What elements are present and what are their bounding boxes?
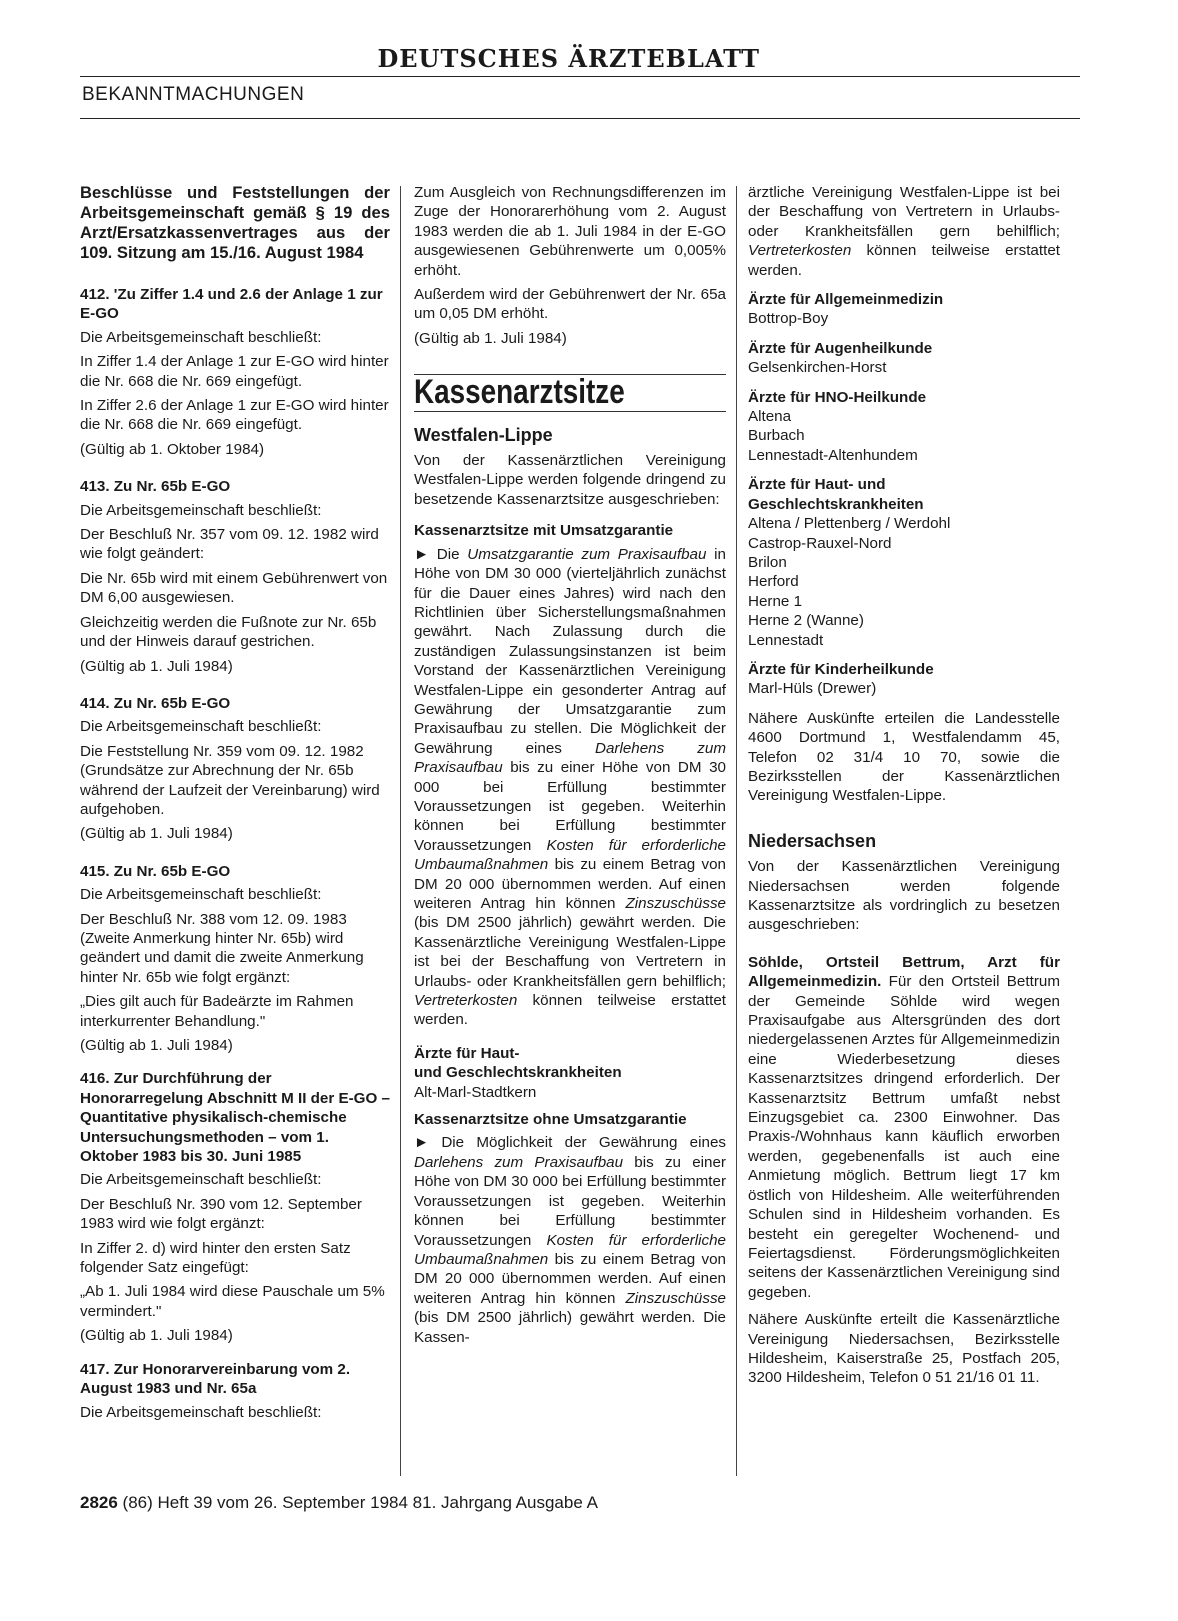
section-label: BEKANNTMACHUNGEN <box>82 84 305 105</box>
header-rule-top <box>80 76 1080 77</box>
specialty-heading: Ärzte für Haut- <box>414 1044 520 1062</box>
paragraph: In Ziffer 1.4 der Anlage 1 zur E-GO wird hinter die Nr. 668 die Nr. 669 eingefügt. <box>80 353 389 390</box>
specialty-heading: Ärzte für Kinderheilkunde <box>748 660 934 678</box>
place: Herne 1 <box>748 592 803 610</box>
place: Burbach <box>748 427 805 445</box>
item-413 <box>80 477 390 676</box>
paragraph: Der Beschluß Nr. 388 vom 12. 09. 1983 (Zweite Anmerkung hinter Nr. 65b) wird geändert und damit die zweite Anmerkung hinter Nr. 65b wie folgt ergänzt: <box>80 910 364 986</box>
paragraph: Die Arbeitsgemeinschaft beschließt: <box>80 718 322 736</box>
item-head: 412. 'Zu Ziffer 1.4 und 2.6 der Anlage 1 zur E-GO <box>80 286 383 323</box>
specialty-heading: Ärzte für HNO-Heilkunde <box>748 388 927 406</box>
paragraph: Von der Kassenärztlichen Vereinigung Niedersachsen werden folgende Kassenarztsitze als vordringlich zu besetzen ausgeschrieben: <box>748 858 1060 934</box>
paragraph: Zum Ausgleich von Rechnungsdifferenzen im Zuge der Honorarerhöhung vom 2. August 1983 werden die ab 1. Juli 1984 in der E-GO ausgewiesenen Gebührenwerte um 0,005% erhöht. <box>414 184 726 279</box>
kassenarztsitze-title: Kassenarztsitze <box>414 373 625 412</box>
item-head: 415. Zu Nr. 65b E-GO <box>80 862 231 880</box>
paragraph: In Ziffer 2. d) wird hinter den ersten Satz folgender Satz eingefügt: <box>80 1239 351 1277</box>
paragraph: Außerdem wird der Gebührenwert der Nr. 65a um 0,05 DM erhöht. <box>414 286 726 323</box>
paragraph: Gleichzeitig werden die Fußnote zur Nr. 65b und der Hinweis darauf gestrichen. <box>80 613 377 651</box>
column-divider-2 <box>736 186 737 1476</box>
paragraph: (Gültig ab 1. Juli 1984) <box>80 657 233 675</box>
paragraph: Die Feststellung Nr. 359 vom 09. 12. 1982 (Grundsätze zur Abrechnung der Nr. 65b während der Laufzeit der Vereinbarung) wird aufgehoben. <box>80 742 380 818</box>
column-1 <box>80 183 390 1427</box>
paragraph: Die Arbeitsgemeinschaft beschließt: <box>80 1403 322 1421</box>
item-417 <box>80 1360 390 1422</box>
paragraph: (Gültig ab 1. Juli 1984) <box>80 825 233 843</box>
paragraph: Die Nr. 65b wird mit einem Gebührenwert von DM 6,00 ausgewiesen. <box>80 569 388 607</box>
place: Alt-Marl-Stadtkern <box>414 1083 537 1101</box>
ohne-umsatzgarantie-paragraph: ► Die Möglichkeit der Gewährung eines Darlehens zum Praxisaufbau bis zu einer Höhe von DM 30 000 bei Erfüllung bestimmter Voraussetzungen ist gegeben. Weiterhin können bei Erfüllung bestimmter Voraussetzungen Kosten für erforderliche Umbaumaßnahmen bis zu einem Betrag von DM 20 000 übernommen werden. Auf einen weiteren Antrag hin können Zinszuschüsse (bis DM 2500 jährlich) gewährt werden. Die Kassen- <box>414 1134 726 1346</box>
column-divider-1 <box>400 186 401 1476</box>
specialty-heading: Geschlechtskrankheiten <box>748 495 924 513</box>
place: Herford <box>748 573 799 591</box>
place: Altena / Plettenberg / Werdohl <box>748 515 951 533</box>
paragraph: „Ab 1. Juli 1984 wird diese Pauschale um 5% vermindert." <box>80 1283 385 1320</box>
place: Bottrop-Boy <box>748 310 829 328</box>
item-head: 417. Zur Honorarvereinbarung vom 2. August 1983 und Nr. 65a <box>80 1360 351 1398</box>
masthead: DEUTSCHES ÄRZTEBLATT <box>377 44 760 73</box>
place: Lennestadt <box>748 631 824 649</box>
paragraph: (Gültig ab 1. Juli 1984) <box>414 329 567 347</box>
item-head: 413. Zu Nr. 65b E-GO <box>80 478 231 496</box>
paragraph: In Ziffer 2.6 der Anlage 1 zur E-GO wird hinter die Nr. 668 die Nr. 669 eingefügt. <box>80 397 389 434</box>
soehlde-paragraph: Söhlde, Ortsteil Bettrum, Arzt für Allgemeinmedizin. Für den Ortsteil Bettrum der Gemeinde Söhlde wird wegen Praxisaufgabe aus Altersgründen des dort niedergelassenen Arztes für Allgemeinmedizin eine Wiederbesetzung dieses Kassenarztsitzes dringend erforderlich. Der Kassenarztsitz Bettrum umfaßt nebst Einzugsgebiet ca. 2300 Einwohner. Das Praxis-/Wohnhaus kann käuflich erworben werden, gegebenenfalls ist auch eine Anmietung möglich. Bettrum liegt 17 km östlich von Hildesheim. Alle weiterführenden Schulen sind in Hildesheim vorhanden. Es besteht ein geregelter Wochenend- und Feiertagsdienst. Förderungsmöglichkeiten seitens der Kassenärztlichen Vereinigung sind gegeben. <box>748 953 1060 1301</box>
place: Castrop-Rauxel-Nord <box>748 534 892 552</box>
region-heading: Westfalen-Lippe <box>414 424 553 445</box>
paragraph: Der Beschluß Nr. 390 vom 12. September 1983 wird wie folgt ergänzt: <box>80 1195 362 1233</box>
paragraph: Der Beschluß Nr. 357 vom 09. 12. 1982 wird wie folgt geändert: <box>80 526 379 563</box>
paragraph: Von der Kassenärztlichen Vereinigung Westfalen-Lippe werden folgende dringend zu besetzende Kassenarztsitze ausgeschrieben: <box>414 452 726 508</box>
paragraph: Die Arbeitsgemeinschaft beschließt: <box>80 501 322 519</box>
item-414 <box>80 694 390 844</box>
column-3 <box>748 183 1060 1393</box>
place: Altena <box>748 408 792 426</box>
region-heading: Niedersachsen <box>748 830 877 851</box>
paragraph: Die Arbeitsgemeinschaft beschließt: <box>80 886 322 904</box>
column-2 <box>414 183 726 1352</box>
specialty-heading: und Geschlechtskrankheiten <box>414 1064 622 1082</box>
paragraph: „Dies gilt auch für Badeärzte im Rahmen interkurrenter Behandlung." <box>80 993 354 1030</box>
paragraph: Nähere Auskünfte erteilt die Kassenärztliche Vereinigung Niedersachsen, Bezirksstelle Hildesheim, Kaiserstraße 25, Postfach 205, 3200 Hildesheim, Telefon 0 51 21/16 01 11. <box>748 1311 1060 1387</box>
place: Brilon <box>748 553 787 571</box>
item-415 <box>80 862 390 1056</box>
issue-info: (86) Heft 39 vom 26. September 1984 81. Jahrgang Ausgabe A <box>117 1493 598 1512</box>
paragraph: Nähere Auskünfte erteilen die Landesstelle 4600 Dortmund 1, Westfalendamm 45, Telefon 02 31/4 10 70, sowie die Bezirksstellen der Kassenärztlichen Vereinigung Westfalen-Lippe. <box>748 709 1060 805</box>
place: Marl-Hüls (Drewer) <box>748 680 877 698</box>
paragraph: Die Arbeitsgemeinschaft beschließt: <box>80 1171 322 1189</box>
paragraph: (Gültig ab 1. Juli 1984) <box>80 1037 233 1054</box>
item-head: 416. Zur Durchführung der Honorarregelung Abschnitt M II der E-GO – Quantitative physikalisch-chemische Untersuchungsmethoden – vom 1. Oktober 1983 bis 30. Juni 1985 <box>80 1070 390 1166</box>
subsection-heading: Kassenarztsitze mit Umsatzgarantie <box>414 522 674 540</box>
paragraph: ärztliche Vereinigung Westfalen-Lippe ist bei der Beschaffung von Vertretern in Urlaubs- oder Krankheitsfällen gern behilflich; Vertreterkosten können teilweise erstattet werden. <box>748 184 1060 279</box>
place: Gelsenkirchen-Horst <box>748 359 887 377</box>
specialty-heading: Ärzte für Haut- und <box>748 476 886 494</box>
paragraph: Die Arbeitsgemeinschaft beschließt: <box>80 328 322 346</box>
paragraph: (Gültig ab 1. Juli 1984) <box>80 1327 233 1345</box>
page-number: 2826 <box>80 1493 118 1512</box>
paragraph: (Gültig ab 1. Oktober 1984) <box>80 440 265 458</box>
article-title: Beschlüsse und Feststellungen der Arbeitsgemeinschaft gemäß § 19 des Arzt/Ersatzkassenvertrages aus der 109. Sitzung am 15./16. August 1984 <box>80 183 390 262</box>
item-head: 414. Zu Nr. 65b E-GO <box>80 694 231 712</box>
item-412 <box>80 285 390 459</box>
umsatzgarantie-paragraph: ► Die Umsatzgarantie zum Praxisaufbau in Höhe von DM 30 000 (vierteljährlich zunächst für die Dauer eines Jahres) wird nach den Richtlinien über Sicherstellungsmaßnahmen gewährt. Nach Zulassung durch die zuständigen Zulassungsinstanzen ist beim Vorstand der Kassenärztlichen Vereinigung Westfalen-Lippe ein gesonderter Antrag auf Gewährung der Umsatzgarantie zum Praxisaufbau zu stellen. Die Möglichkeit der Gewährung eines Darlehens zum Praxisaufbau bis zu einer Höhe von DM 30 000 bei Erfüllung bestimmter Voraussetzungen ist gegeben. Weiterhin können bei Erfüllung bestimmter Voraussetzungen Kosten für erforderliche Umbaumaßnahmen bis zu einem Betrag von DM 20 000 übernommen werden. Auf einen weiteren Antrag hin können Zinszuschüsse (bis DM 2500 jährlich) gewährt werden. Die Kassenärztliche Vereinigung Westfalen-Lippe ist bei der Beschaffung von Vertretern in Urlaubs- oder Krankheitsfällen gern behilflich; Vertreterkosten können teilweise erstattet werden. <box>414 545 726 1029</box>
footer <box>80 1493 598 1513</box>
item-416 <box>80 1069 390 1345</box>
header-rule-bottom <box>80 118 1080 119</box>
specialty-heading: Ärzte für Augenheilkunde <box>748 339 933 357</box>
subsection-heading: Kassenarztsitze ohne Umsatzgarantie <box>414 1111 687 1129</box>
place: Lennestadt-Altenhundem <box>748 446 918 464</box>
place: Herne 2 (Wanne) <box>748 612 864 630</box>
specialty-heading: Ärzte für Allgemeinmedizin <box>748 291 944 309</box>
